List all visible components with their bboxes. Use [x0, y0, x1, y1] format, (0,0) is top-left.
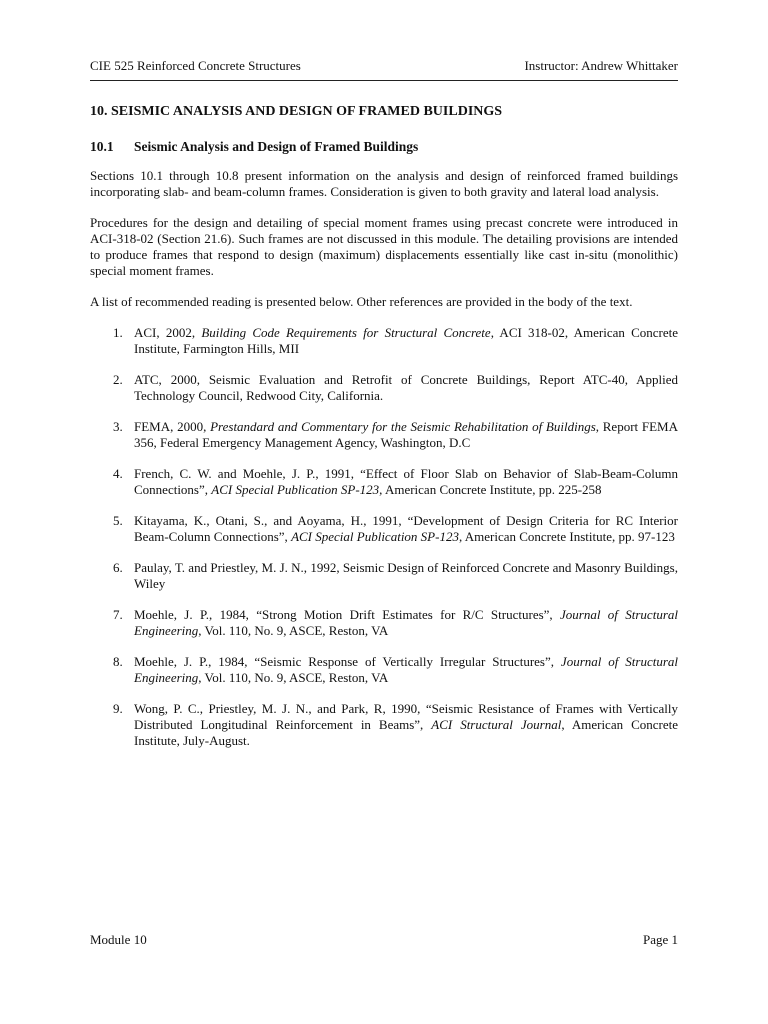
reference-item: 5. Kitayama, K., Otani, S., and Aoyama, H., 1991, “Development of Design Criteria for RC Interior Beam-Column Connections”, ACI Special Publication SP-123, American Concrete Institute, pp. 97-123: [90, 513, 678, 545]
reference-number: 8.: [113, 654, 123, 669]
reference-list: [90, 325, 678, 749]
reference-number: 7.: [113, 607, 123, 622]
reference-italic: Prestandard and Commentary for the Seismic Rehabilitation of Buildings: [210, 419, 596, 434]
reference-number: 9.: [113, 701, 123, 716]
reference-item: 1. ACI, 2002, Building Code Requirements for Structural Concrete, ACI 318-02, American Concrete Institute, Farmington Hills, MII: [90, 325, 678, 357]
reference-italic: Journal of Structural Engineering: [134, 654, 679, 685]
section-title: Seismic Analysis and Design of Framed Buildings: [134, 139, 419, 154]
reference-item: 6. Paulay, T. and Priestley, M. J. N., 1992, Seismic Design of Reinforced Concrete and Masonry Buildings, Wiley: [90, 560, 678, 592]
reference-italic: ACI Special Publication SP-123: [291, 529, 459, 544]
reference-number: 3.: [113, 419, 123, 434]
header-divider: [90, 80, 678, 81]
reference-italic: Building Code Requirements for Structural Concrete: [201, 325, 491, 340]
paragraph: Sections 10.1 through 10.8 present information on the analysis and design of reinforced framed buildings incorporating slab- and beam-column frames. Consideration is given to both gravity and lateral load analysis.: [90, 168, 678, 199]
section-number: 10.1: [90, 139, 114, 154]
page-header: [90, 58, 678, 74]
reference-number: 5.: [113, 513, 123, 528]
main-content: [90, 103, 678, 764]
page-number: Page 1: [642, 932, 678, 947]
reference-italic: Journal of Structural Engineering: [134, 607, 678, 638]
reference-italic: ACI Structural Journal: [431, 717, 562, 732]
reference-item: 4. French, C. W. and Moehle, J. P., 1991, “Effect of Floor Slab on Behavior of Slab-Beam-Column Connections”, ACI Special Publication SP-123, American Concrete Institute, pp. 225-258: [90, 466, 678, 498]
section-heading: [90, 138, 678, 156]
reference-item: 7. Moehle, J. P., 1984, “Strong Motion Drift Estimates for R/C Structures”, Journal of Structural Engineering, Vol. 110, No. 9, ASCE, Reston, VA: [90, 607, 678, 639]
reference-italic: ACI Special Publication SP-123: [211, 482, 380, 497]
reference-number: 6.: [113, 560, 123, 575]
instructor-name: Instructor: Andrew Whittaker: [524, 58, 678, 73]
reference-item: 2. ATC, 2000, Seismic Evaluation and Retrofit of Concrete Buildings, Report ATC-40, Applied Technology Council, Redwood City, California.: [90, 372, 678, 404]
course-title: CIE 525 Reinforced Concrete Structures: [90, 58, 301, 73]
reference-item: 8. Moehle, J. P., 1984, “Seismic Response of Vertically Irregular Structures”, Journal of Structural Engineering, Vol. 110, No. 9, ASCE, Reston, VA: [90, 654, 678, 686]
chapter-title: 10. SEISMIC ANALYSIS AND DESIGN OF FRAMED BUILDINGS: [90, 104, 503, 119]
reference-number: 2.: [113, 372, 123, 387]
paragraph: Procedures for the design and detailing of special moment frames using precast concrete were introduced in ACI-318-02 (Section 21.6). Such frames are not discussed in this module. The detailing provisions are intended to produce frames that respond to design (maximum) displacements essentially like cast in-situ (monolithic) special moment frames.: [90, 215, 678, 278]
reference-item: 3. FEMA, 2000, Prestandard and Commentary for the Seismic Rehabilitation of Buildings, Report FEMA 356, Federal Emergency Management Agency, Washington, D.C: [90, 419, 678, 451]
paragraph: A list of recommended reading is presented below. Other references are provided in the body of the text.: [90, 294, 633, 309]
module-label: Module 10: [90, 932, 147, 947]
reference-number: 1.: [113, 325, 123, 340]
page-footer: [90, 932, 678, 948]
reference-number: 4.: [113, 466, 123, 481]
reference-item: 9. Wong, P. C., Priestley, M. J. N., and Park, R, 1990, “Seismic Resistance of Frames with Vertically Distributed Longitudinal Reinforcement in Beams”, ACI Structural Journal, American Concrete Institute, July-August.: [90, 701, 678, 749]
